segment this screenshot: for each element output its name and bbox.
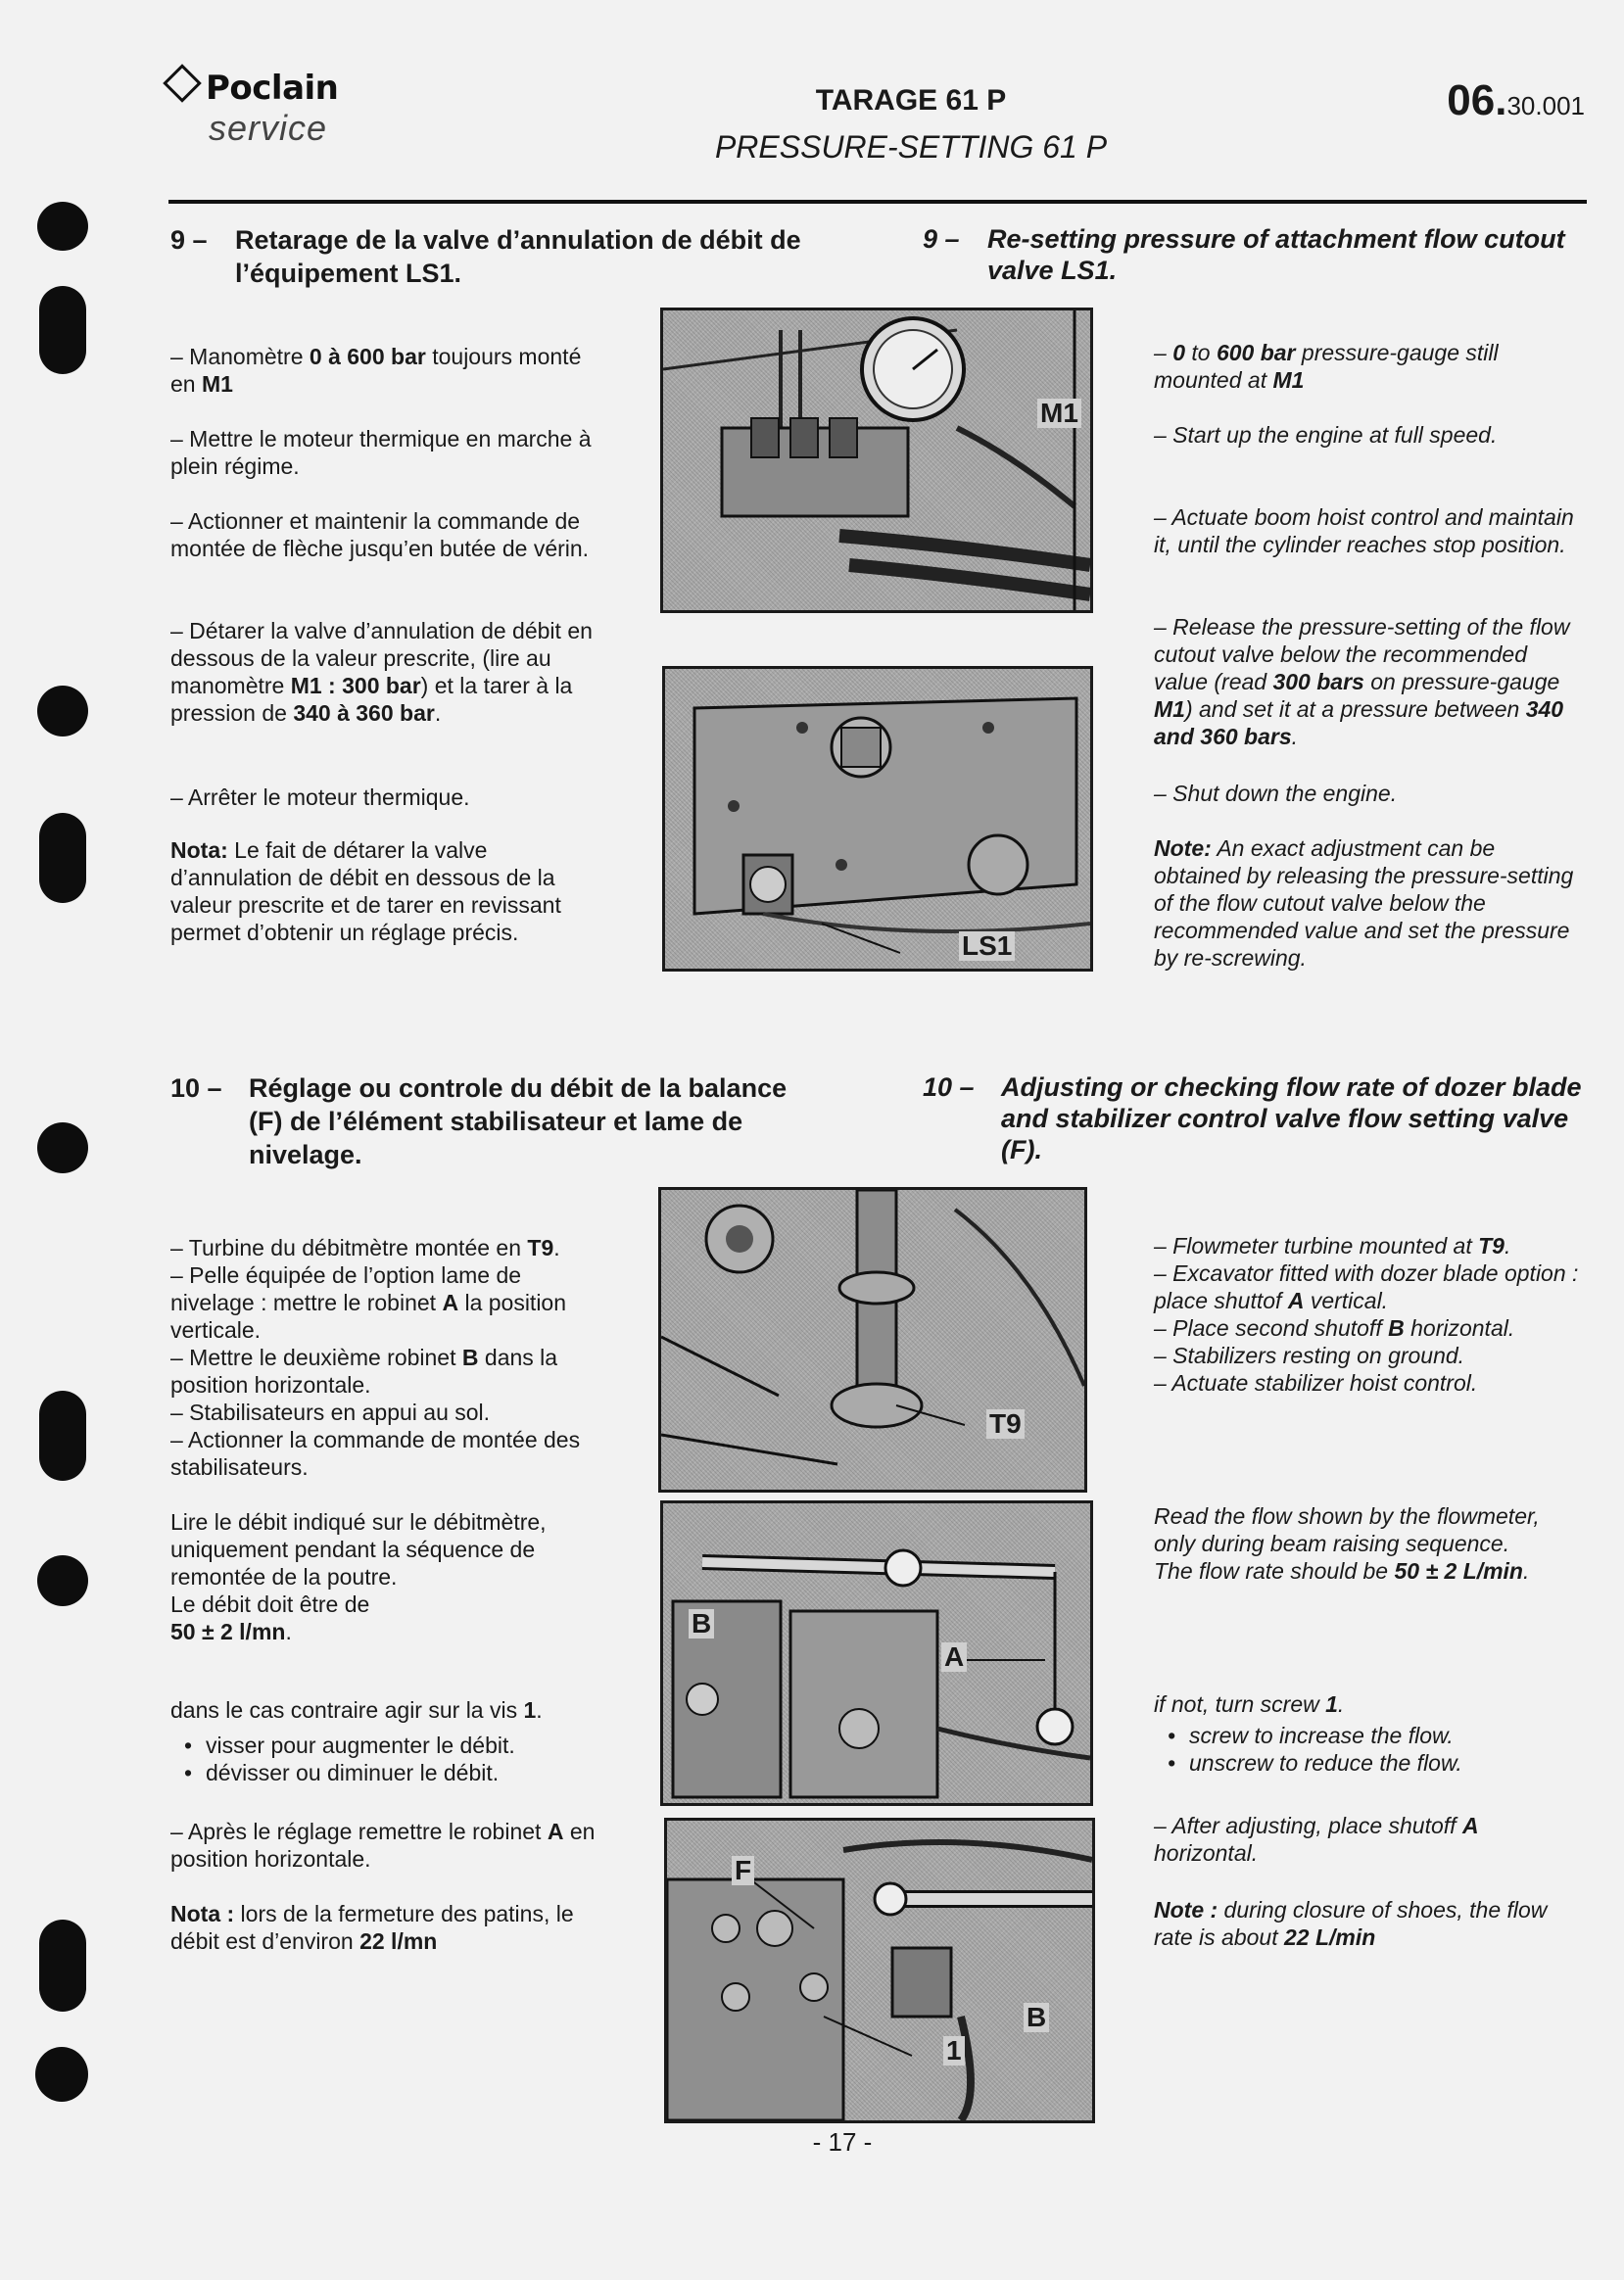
binder-slot bbox=[39, 1920, 86, 2012]
s10-en-after: – After adjusting, place shutoff A horizontal. bbox=[1154, 1813, 1479, 1866]
s9-en-release: – Release the pressure-setting of the flow cutout valve below the recommended value (read 300 bars on pressure-gauge M1) and set it at a pressure between 340 and 360 bars. bbox=[1154, 614, 1570, 749]
figure-valve-f bbox=[664, 1818, 1095, 2123]
label-b2: B bbox=[1024, 2003, 1049, 2032]
valve-block-illustration bbox=[663, 310, 1090, 610]
s10-fr-after: – Après le réglage remettre le robinet A en position horizontale. bbox=[170, 1819, 596, 1872]
s9-fr-gauge: – Manomètre 0 à 600 bar toujours monté en M1 bbox=[170, 344, 582, 397]
brand-subtitle: service bbox=[209, 108, 328, 148]
section10-fr-heading: 10 – Réglage ou controle du débit de la balance (F) de l’élément stabilisateur et lame de nivelage. bbox=[170, 1073, 788, 1169]
section10-en-heading: 10 – Adjusting or checking flow rate of dozer blade and stabilizer control valve flow setting valve (F). bbox=[923, 1072, 1582, 1164]
label-screw-1: 1 bbox=[943, 2036, 965, 2066]
document-number: 06.30.001 bbox=[1447, 76, 1585, 124]
s10-fr-read: Lire le débit indiqué sur le débitmètre, uniquement pendant la séquence de remontée de la poutre. Le débit doit être de 50 ± 2 l/mn. bbox=[170, 1509, 547, 1644]
s9-fr-nota: Nota: Le fait de détarer la valve d’annulation de débit en dessous de la valeur prescrite et de tarer en revissant permet d’obtenir un réglage précis. bbox=[170, 837, 561, 945]
binder-slot bbox=[39, 286, 86, 374]
cutout-valve-illustration bbox=[665, 669, 1090, 969]
s10-en-ifnot: if not, turn screw 1. • screw to increase the flow. • unscrew to reduce the flow. bbox=[1154, 1690, 1585, 1777]
s9-en-note: Note: An exact adjustment can be obtained by releasing the pressure-setting of the flow cutout valve below the recommended value and set the pressure by re-screwing. bbox=[1154, 835, 1574, 971]
s10-en-bullet-unscrew: • unscrew to reduce the flow. bbox=[1154, 1749, 1585, 1777]
s9-en-gauge: – 0 to 600 bar pressure-gauge still mounted at M1 bbox=[1154, 340, 1499, 393]
s10-fr-bullet-unscrew: • dévisser ou diminuer le débit. bbox=[170, 1759, 601, 1786]
s10-fr-steps: – Turbine du débitmètre montée en T9. – Pelle équipée de l’option lame de nivelage : mettre le robinet A la position verticale. – Mettre le deuxième robinet B dans la position horizontale. – Stabilisateurs en appui au sol. – Actionner la commande de montée des stabilisateurs. bbox=[170, 1235, 581, 1480]
label-b: B bbox=[689, 1609, 714, 1639]
section9-en-heading: 9 – Re-setting pressure of attachment flow cutout valve LS1. bbox=[923, 224, 1565, 285]
s10-fr-bullet-screw: • visser pour augmenter le débit. bbox=[170, 1732, 601, 1759]
s10-en-read: Read the flow shown by the flowmeter, only during beam raising sequence. The flow rate should be 50 ± 2 L/min. bbox=[1154, 1503, 1540, 1584]
label-m1: M1 bbox=[1037, 399, 1081, 428]
binder-hole bbox=[37, 202, 88, 251]
binder-slot bbox=[39, 1391, 86, 1481]
label-f: F bbox=[732, 1856, 754, 1885]
figure-valve-ls1 bbox=[662, 666, 1093, 972]
shutoff-valves-illustration bbox=[663, 1503, 1090, 1803]
binder-hole bbox=[37, 1555, 88, 1606]
s10-en-note: Note : during closure of shoes, the flow rate is about 22 L/min bbox=[1154, 1897, 1548, 1950]
label-t9: T9 bbox=[986, 1409, 1025, 1439]
figure-gauge-m1 bbox=[660, 308, 1093, 613]
binder-hole bbox=[37, 1122, 88, 1173]
binder-hole bbox=[37, 686, 88, 736]
s10-en-bullet-screw: • screw to increase the flow. bbox=[1154, 1722, 1585, 1749]
s9-fr-release: – Détarer la valve d’annulation de débit en dessous de la valeur prescrite, (lire au manomètre M1 : 300 bar) et la tarer à la pression de 340 à 360 bar. bbox=[170, 618, 593, 726]
figure-turbine-t9 bbox=[658, 1187, 1087, 1493]
s10-en-steps: – Flowmeter turbine mounted at T9. – Excavator fitted with dozer blade option : place shuttof A vertical. – Place second shutoff B horizontal. – Stabilizers resting on ground. – Actuate stabilizer hoist control. bbox=[1154, 1233, 1579, 1396]
label-a: A bbox=[941, 1642, 967, 1672]
page-title: TARAGE 61 P bbox=[815, 84, 1007, 117]
label-ls1: LS1 bbox=[959, 931, 1015, 961]
s9-fr-stop: – Arrêter le moteur thermique. bbox=[170, 784, 470, 810]
flowmeter-turbine-illustration bbox=[661, 1190, 1084, 1490]
s9-fr-boom: – Actionner et maintenir la commande de montée de flèche jusqu’en butée de vérin. bbox=[170, 508, 590, 561]
figure-shutoffs-a-b bbox=[660, 1500, 1093, 1806]
s9-en-boom: – Actuate boom hoist control and maintain it, until the cylinder reaches stop position. bbox=[1154, 504, 1574, 557]
page-subtitle: PRESSURE-SETTING 61 P bbox=[714, 129, 1108, 165]
section9-fr-heading: 9 – Retarage de la valve d’annulation de débit de l’équipement LS1. bbox=[170, 225, 801, 288]
s9-fr-engine: – Mettre le moteur thermique en marche à plein régime. bbox=[170, 426, 592, 479]
binder-slot bbox=[39, 813, 86, 903]
binder-hole bbox=[35, 2047, 88, 2102]
page-number: - 17 - bbox=[812, 2127, 873, 2157]
s10-fr-nota: Nota : lors de la fermeture des patins, le débit est d’environ 22 l/mn bbox=[170, 1901, 574, 1954]
header-rule bbox=[168, 200, 1587, 204]
s10-fr-ifnot: dans le cas contraire agir sur la vis 1. • visser pour augmenter le débit. • dévisser ou diminuer le débit. bbox=[170, 1696, 601, 1786]
s9-en-engine: – Start up the engine at full speed. bbox=[1154, 422, 1498, 448]
s9-en-stop: – Shut down the engine. bbox=[1154, 781, 1398, 806]
brand-logo: Poclain bbox=[168, 69, 338, 108]
diamond-icon bbox=[163, 64, 202, 103]
